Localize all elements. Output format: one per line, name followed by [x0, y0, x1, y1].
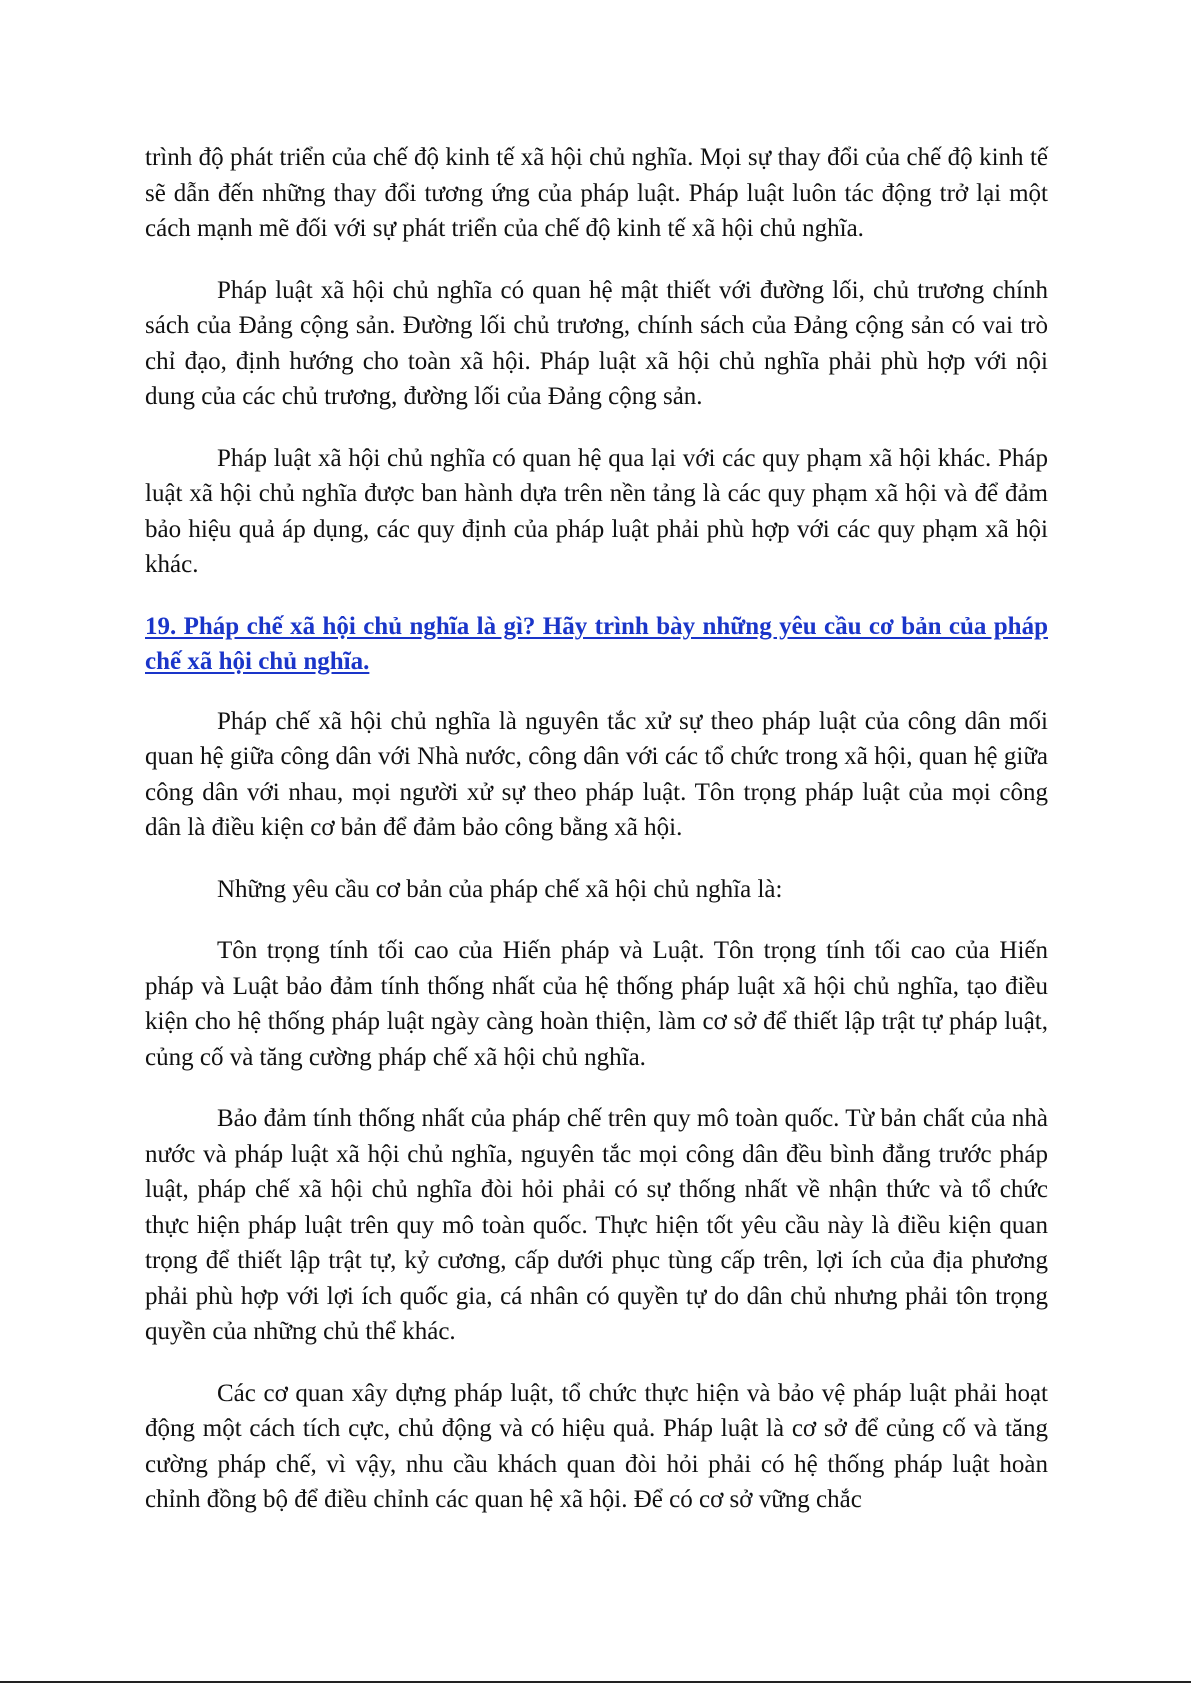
- paragraph-agencies-activity: Các cơ quan xây dựng pháp luật, tổ chức thực hiện và bảo vệ pháp luật phải hoạt động một cách tích cực, chủ động và có hiệu quả. Pháp luật là cơ sở để củng cố và tăng cường pháp chế, vì vậy, nhu cầu khách quan đòi hỏi phải có hệ thống pháp luật hoàn chỉnh đồng bộ để điều chỉnh các quan hệ xã hội. Để có cơ sở vững chắc: [145, 1379, 1048, 1513]
- paragraph-constitution-supremacy: Tôn trọng tính tối cao của Hiến pháp và Luật. Tôn trọng tính tối cao của Hiến pháp và Luật bảo đảm tính thống nhất của hệ thống pháp luật xã hội chủ nghĩa, tạo điều kiện cho hệ thống pháp luật ngày càng hoàn thiện, làm cơ sở để thiết lập trật tự pháp luật, củng cố và tăng cường pháp chế xã hội chủ nghĩa.: [145, 937, 1048, 1071]
- page-bottom-rule: [0, 1681, 1191, 1683]
- paragraph-party-policy: Pháp luật xã hội chủ nghĩa có quan hệ mật thiết với đường lối, chủ trương chính sách của Đảng cộng sản. Đường lối chủ trương, chính sách của Đảng cộng sản có vai trò chỉ đạo, định hướng cho toàn xã hội. Pháp luật xã hội chủ nghĩa phải phù hợp với nội dung của các chủ trương, đường lối của Đảng cộng sản.: [145, 276, 1048, 410]
- paragraph-national-unity: Bảo đảm tính thống nhất của pháp chế trên quy mô toàn quốc. Từ bản chất của nhà nước và pháp luật xã hội chủ nghĩa, nguyên tắc mọi công dân đều bình đẳng trước pháp luật, pháp chế xã hội chủ nghĩa đòi hỏi phải có sự thống nhất về nhận thức và tổ chức thực hiện pháp luật trên quy mô toàn quốc. Thực hiện tốt yêu cầu này là điều kiện quan trọng để thiết lập trật tự, kỷ cương, cấp dưới phục tùng cấp trên, lợi ích của địa phương phải phù hợp với lợi ích quốc gia, cá nhân có quyền tự do dân chủ nhưng phải tôn trọng quyền của những chủ thể khác.: [145, 1105, 1048, 1345]
- page-content: [145, 140, 1048, 1544]
- paragraph-continued: trình độ phát triển của chế độ kinh tế xã hội chủ nghĩa. Mọi sự thay đổi của chế độ kinh tế sẽ dẫn đến những thay đổi tương ứng của pháp luật. Pháp luật luôn tác động trở lại một cách mạnh mẽ đối với sự phát triển của chế độ kinh tế xã hội chủ nghĩa.: [145, 144, 1048, 242]
- paragraph-social-norms: Pháp luật xã hội chủ nghĩa có quan hệ qua lại với các quy phạm xã hội khác. Pháp luật xã hội chủ nghĩa được ban hành dựa trên nền tảng là các quy phạm xã hội và để đảm bảo hiệu quả áp dụng, các quy định của pháp luật phải phù hợp với các quy phạm xã hội khác.: [145, 444, 1048, 578]
- paragraph-definition: Pháp chế xã hội chủ nghĩa là nguyên tắc xử sự theo pháp luật của công dân mối quan hệ giữa công dân với Nhà nước, công dân với các tổ chức trong xã hội, quan hệ giữa công dân với nhau, mọi người xử sự theo pháp luật. Tôn trọng pháp luật của mọi công dân là điều kiện cơ bản để đảm bảo công bằng xã hội.: [145, 707, 1048, 841]
- section-heading-19: 19. Pháp chế xã hội chủ nghĩa là gì? Hãy trình bày những yêu cầu cơ bản của pháp chế xã hội chủ nghĩa.: [145, 612, 1048, 675]
- paragraph-requirements-intro: Những yêu cầu cơ bản của pháp chế xã hội chủ nghĩa là:: [217, 875, 783, 903]
